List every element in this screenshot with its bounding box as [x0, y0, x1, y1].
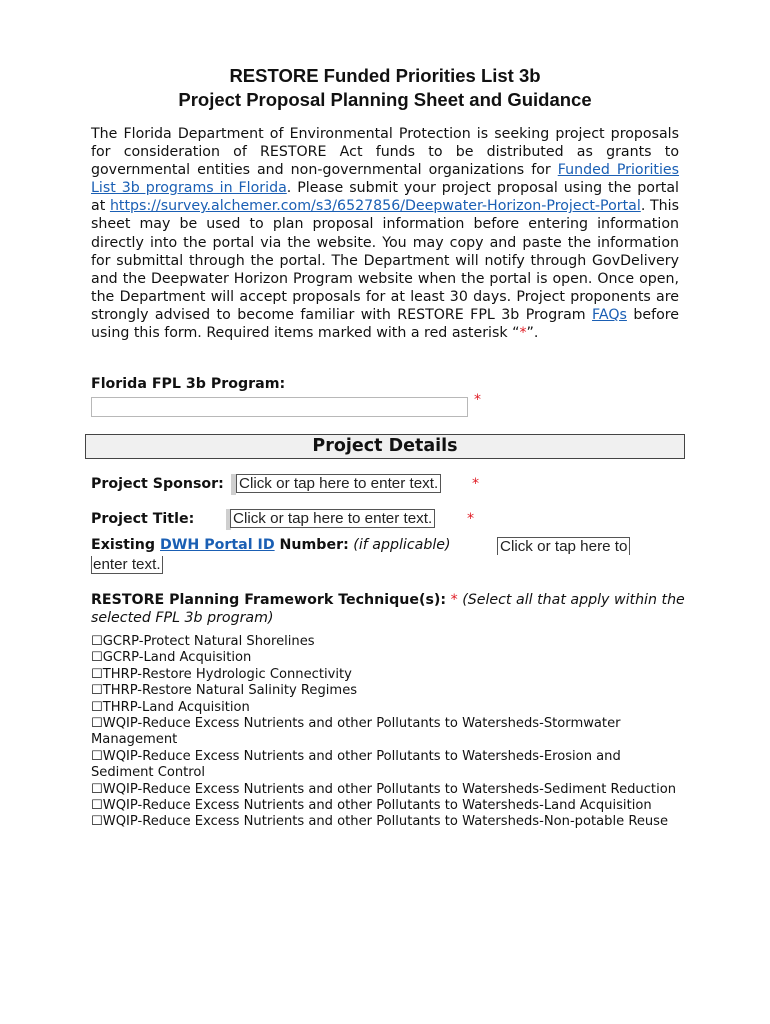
required-asterisk-example: *	[519, 325, 527, 342]
checkbox-icon[interactable]: ☐	[91, 748, 103, 764]
framework-techniques-label	[91, 591, 691, 627]
intro-text-5: ”.	[526, 325, 539, 342]
checkbox-icon[interactable]: ☐	[91, 666, 103, 682]
framework-option[interactable]	[91, 782, 681, 798]
fpl-program-label: Florida FPL 3b Program:	[91, 376, 286, 392]
framework-option-label: GCRP-Land Acquisition	[102, 650, 252, 666]
framework-option[interactable]	[91, 634, 681, 650]
dwh-portal-id-link[interactable]: DWH Portal ID	[160, 537, 275, 553]
checkbox-icon[interactable]: ☐	[91, 683, 103, 699]
intro-paragraph	[91, 125, 679, 342]
checkbox-icon[interactable]: ☐	[91, 634, 103, 649]
dwh-label-pre: Existing	[91, 537, 160, 553]
framework-option[interactable]	[91, 650, 681, 666]
framework-option[interactable]	[91, 683, 681, 699]
fpl3b-programs-link[interactable]: Funded Priorities List 3b programs in Florida	[91, 162, 680, 197]
framework-option-label: THRP-Restore Natural Salinity Regimes	[102, 683, 358, 699]
checkbox-icon[interactable]: ☐	[91, 781, 103, 797]
framework-option[interactable]	[91, 814, 681, 830]
framework-options-list	[91, 634, 681, 831]
checkbox-icon[interactable]: ☐	[91, 699, 103, 715]
checkbox-icon[interactable]: ☐	[91, 716, 103, 732]
framework-option[interactable]	[91, 798, 681, 814]
framework-option-label: THRP-Restore Hydrologic Connectivity	[102, 666, 352, 682]
portal-url-link[interactable]: https://survey.alchemer.com/s3/6527856/Deepwater-Horizon-Project-Portal	[109, 198, 641, 215]
framework-option[interactable]	[91, 667, 681, 683]
dwh-label-post: Number:	[274, 537, 349, 553]
intro-text-3: . This sheet may be used to plan proposal information before entering information directly into the portal via the website. You may copy and paste the information for submittal through the portal. The Department will notify through GovDelivery and the Deepwater Horizon Program website when the portal is open. Once open, the Department will accept proposals for at least 30 days. Project proponents are strongly advised to become familiar with RESTORE FPL 3b Program	[91, 198, 679, 323]
framework-option-label: WQIP-Reduce Excess Nutrients and other Pollutants to Watersheds-Erosion and Sediment Control	[91, 748, 621, 781]
framework-option-label: WQIP-Reduce Excess Nutrients and other Pollutants to Watersheds-Stormwater Management	[91, 716, 621, 748]
framework-option-label: THRP-Land Acquisition	[102, 699, 250, 715]
document-title: RESTORE Funded Priorities List 3b	[229, 65, 541, 86]
framework-option-label: GCRP-Protect Natural Shorelines	[102, 634, 315, 649]
sponsor-required-asterisk: *	[472, 476, 480, 492]
project-title-label: Project Title:	[91, 511, 195, 527]
framework-option[interactable]	[91, 749, 681, 782]
intro-text-2: . Please submit your project proposal using the portal at	[91, 180, 679, 215]
document-subtitle: Project Proposal Planning Sheet and Guidance	[178, 89, 592, 110]
faqs-link[interactable]: FAQs	[592, 306, 627, 323]
fpl-program-input[interactable]	[91, 397, 468, 417]
dwh-portal-id-field-continued[interactable]: enter text.	[93, 556, 161, 573]
dwh-portal-id-field[interactable]: Click or tap here to	[497, 537, 630, 555]
title-required-asterisk: *	[467, 511, 475, 527]
fpl-required-asterisk: *	[474, 392, 481, 408]
framework-required-asterisk: *	[450, 592, 458, 608]
dwh-note: (if applicable)	[353, 537, 451, 553]
framework-option-label: WQIP-Reduce Excess Nutrients and other Pollutants to Watersheds-Sediment Reduction	[102, 781, 677, 797]
framework-note: (Select all that apply within the selected FPL 3b program)	[91, 592, 685, 626]
intro-text-4: before using this form. Required items marked with a red asterisk “	[91, 306, 680, 342]
framework-option-label: WQIP-Reduce Excess Nutrients and other Pollutants to Watersheds-Non-potable Reuse	[102, 814, 669, 830]
framework-label: RESTORE Planning Framework Technique(s):	[91, 592, 447, 608]
project-sponsor-label: Project Sponsor:	[91, 476, 224, 492]
framework-option[interactable]	[91, 716, 681, 749]
checkbox-icon[interactable]: ☐	[91, 650, 103, 666]
framework-option-label: WQIP-Reduce Excess Nutrients and other Pollutants to Watersheds-Land Acquisition	[102, 798, 652, 814]
checkbox-icon[interactable]: ☐	[91, 814, 103, 830]
dwh-portal-id-label	[91, 537, 451, 553]
project-sponsor-field[interactable]: Click or tap here to enter text.	[236, 474, 441, 493]
section-header-project-details: Project Details	[85, 434, 685, 459]
intro-text-1: The Florida Department of Environmental Protection is seeking project proposals for consideration of RESTORE Act funds to be distributed as grants to governmental entities and non-governmental organizations for	[91, 126, 679, 179]
checkbox-icon[interactable]: ☐	[91, 798, 103, 814]
project-title-field[interactable]: Click or tap here to enter text.	[230, 509, 435, 528]
framework-option[interactable]	[91, 700, 681, 716]
